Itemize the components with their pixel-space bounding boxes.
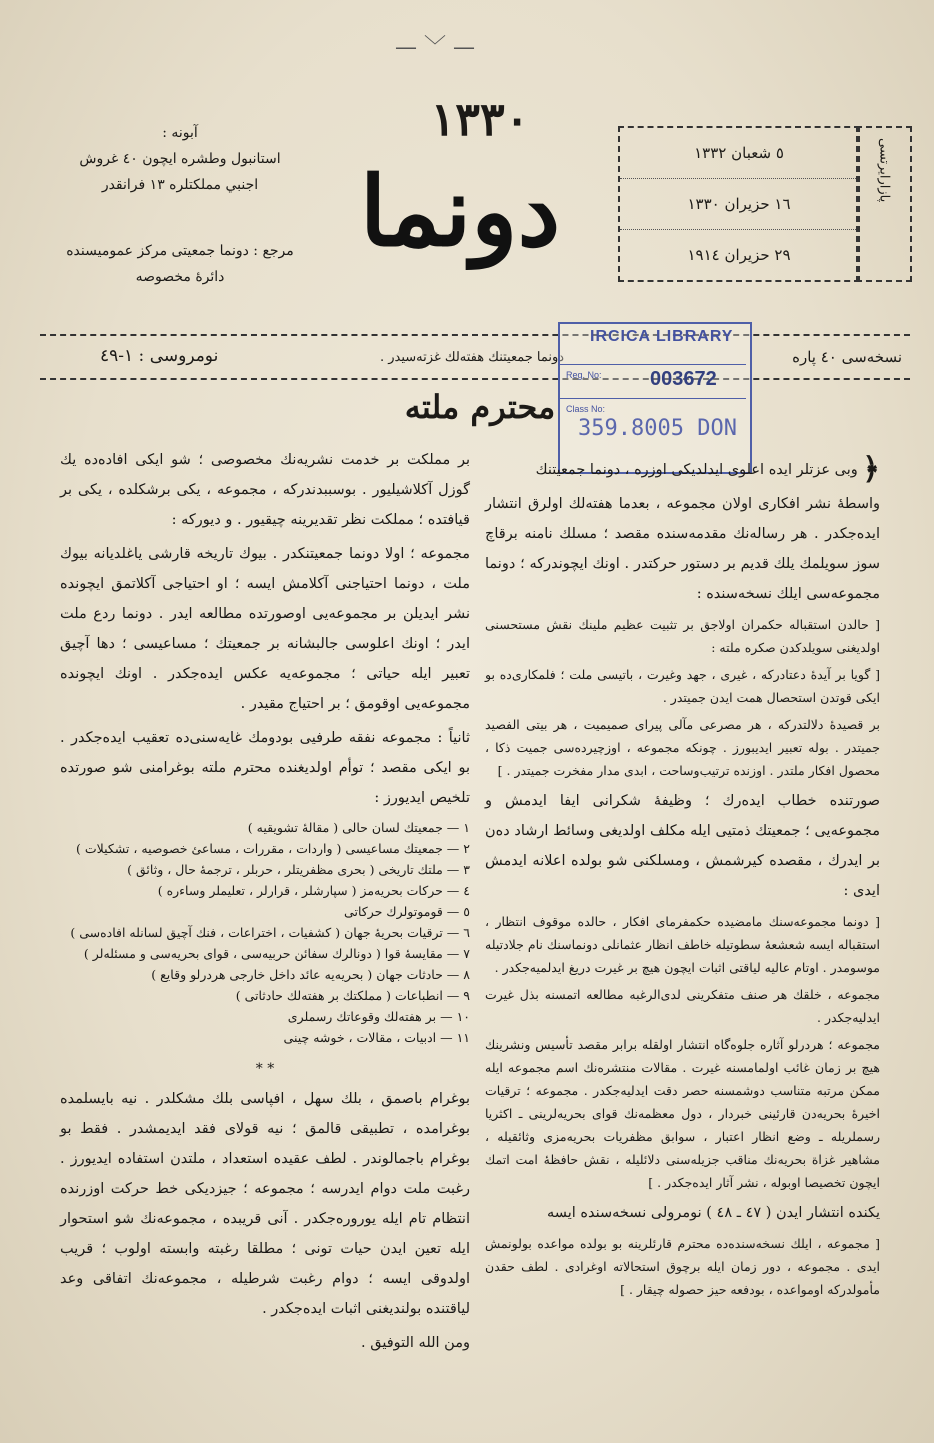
publisher-info: دونما جمعيتنك هفته‌لك غزته‌سيدر . xyxy=(380,350,565,365)
date-box xyxy=(618,126,860,282)
masthead-year: ١٣٣٠ xyxy=(430,92,530,146)
weekday-label: پازارایرتسی xyxy=(876,138,892,203)
reference-line-2: دائرهٔ مخصوصه xyxy=(135,269,225,285)
program-item: ٩ — انطباعات ( مملكتك بر هفته‌لك حادثاتى ) xyxy=(235,988,470,1003)
right-column xyxy=(485,452,880,1305)
article-heading: محترم ملته xyxy=(404,388,556,426)
masthead-title: دونما xyxy=(359,155,561,268)
right-bracket-1: [ حالدن استقباله حكمران اولاجق بر تثبيت عظيم ملينك نقش مستحسنى اولديغنى سويلدكدن صكره ملته : xyxy=(485,617,880,655)
issue-number: نومروسى : ١-٤٩ xyxy=(100,346,219,366)
library-stamp xyxy=(558,322,752,474)
stamp-divider-1 xyxy=(560,364,746,365)
program-item: ١٠ — بر هفته‌لك وقوعاتك رسملرى xyxy=(287,1009,470,1024)
right-paragraph-4: مجموعه ؛ هردرلو آثاره جلوه‌گاه انتشار اولقله برابر مقصد تأسيس ونشرينك هيچ بر زمان غائب اولمامسنه غيرت . مقالات منتشره‌نك اسم مجموعه ايله ممكن مرتبه متناسب دوشمسنه حصر دقت ايدليه‌جكدر . مجموعه ؛ ترقيات اخيرهٔ بحريه‌دن قارئينى خبردار ، دول معظمه‌نك قواى بحريه‌لرينى ـ اكثريا رسملريله ـ وضع انظار اعتبار ، سوابق مظفريات بحريه‌مزى وثائقيله ، مشاهير غزاة بحريه‌نك مناقب جزيله‌سنى دلائليله ، نقش حافظهٔ امت اتمك ايچون تخصيصا اوبوله ، نشر آثار ايده‌جكدر . ] xyxy=(485,1037,880,1190)
reference-line-1: مرجع : دونما جمعيتى مركز عموميسنده xyxy=(66,243,294,259)
program-item: ٦ — ترقيات بحريهٔ جهان ( كشفيات ، اختراعات ، فنك آچيق لسانله افاده‌سى ) xyxy=(70,925,470,940)
program-item: ١١ — ادبيات ، مقالات ، خوشه چينى xyxy=(283,1030,470,1045)
left-paragraph-1: بر مملكت بر خدمت نشريه‌نك مخصوصى ؛ شو ايكى افاده‌ده يك گوزل آكلاشيليور . بوسببدندركه ، مجموعه ، يكى برشكلده ، يكى بر قيافتده ؛ مملكت نظر تقديرينه چيقيور . و ديوركه : xyxy=(60,452,470,528)
date-rumi: ١٦ حزيران ١٣٣٠ xyxy=(620,179,858,230)
reference-info xyxy=(60,238,300,290)
left-closing: ومن الله التوفيق . xyxy=(361,1335,470,1351)
right-bracket-4: [ دونما مجموعه‌سنك مامضيده حكمفرماى افكار ، حالده موقوف انتظار ، استقباله ايسه شعشعهٔ سطوتيله خاطف انظار عثمانلى دونماسنك نام جلادتيله موسومدر . اوتام عاليه لياقتى اثبات ايچون هيچ بر غيرت دريغ ايدلميه‌جكدر . xyxy=(485,914,880,975)
right-paragraph-3: مجموعه ، خلقك هر صنف متفكرينى لدى‌الرغبه مطالعه اتمسنه بذل غيرت ايدليه‌جكدر . xyxy=(485,987,880,1025)
program-item: ٣ — ملتك تاريخى ( بحرى مظفريتلر ، حربلر ، ترجمهٔ حال ، وثائق ) xyxy=(127,862,470,877)
program-list xyxy=(60,817,470,1048)
rule-bottom xyxy=(40,378,910,380)
right-intro xyxy=(485,452,880,487)
copy-price: نسخه‌سى ٤٠ پاره xyxy=(792,348,902,366)
subscription-domestic: استانبول وطشره ايچون ٤٠ غروش xyxy=(79,151,281,167)
left-paragraph-3: ثانياً : مجموعه‌ نفقه طرفيى بودومك غايه‌سنى‌ده تعقيب ايده‌جكدر . بو ايكى مقصد ؛ توأم اولديغنده محترم ملته بوغرامنى شو صورتده تلخيص ايديورز : xyxy=(60,730,470,806)
date-gregorian: ٢٩ حزيران ١٩١٤ xyxy=(687,246,791,264)
left-column xyxy=(60,445,470,1362)
stamp-reg-number: 003672 xyxy=(650,368,717,390)
right-paragraph-5: يكنده انتشار ايدن ( ٤٧ ـ ٤٨ ) نومرولى نسخه‌سنده ايسه xyxy=(547,1205,880,1221)
program-item: ٤ — حركات بحريه‌مز ( سپارشلر ، قرارلر ، تعليملر وساءره ) xyxy=(157,883,470,898)
stamp-divider-2 xyxy=(560,398,746,399)
stamp-reg-label: Reg. No: xyxy=(566,370,602,380)
subscription-info xyxy=(60,120,300,198)
right-bracket-2: [ گويا بر آيدهٔ دعتادركه ، غيرى ، جهد وغيرت ، باتيسى ملت ؛ فلمكارى‌ده بو ايكى قوتدن استحصال همت ايدن جميتدر . xyxy=(485,667,880,705)
date-box-weekday xyxy=(856,126,912,282)
stamp-class-number: 359.8005 DON xyxy=(578,416,737,441)
masthead xyxy=(310,92,610,302)
ornament-icon: ﴿ xyxy=(862,452,880,487)
right-bracket-5: [ مجموعه ، ايلك نسخه‌سنده‌ده محترم قارئلرينه بو بولده مواعده بولونمش ايدى . مجموعه ، دور زمان ايله برچوق استحالاته اوغرادى . لطف حقدن مأمولدركه اومواعده ، بودفعه حيز حصوله چيقار . ] xyxy=(485,1236,880,1297)
top-mark: — ﹀ — xyxy=(395,35,475,60)
subscription-label: آبونه : xyxy=(162,125,198,141)
right-paragraph-1: واسطهٔ نشر افكارى اولان مجموعه ، بعدما هفته‌لك اولرق انتشار ايده‌جكدر . هر رساله‌نك مقدمه‌سنده مقصد ؛ مسلك نامنه برقاچ سوز سويلمك يلك قديم بر دستور حركتدر . اونك ايچوندركه ؛ دونما مجموعه‌سى ايلك نسخه‌سنده : xyxy=(485,496,880,602)
stamp-class-label: Class No: xyxy=(566,404,606,414)
program-item: ١ — جمعيتك لسان حالى ( مقالهٔ تشويقيه ) xyxy=(247,820,470,835)
info-bar xyxy=(40,340,910,374)
stamp-library-name: IRCICA LIBRARY xyxy=(590,328,734,345)
right-intro-text: وبى عزتلر ايده اعلوى ايدلديكى اوزره ، دونما جمعيتنك xyxy=(535,462,858,478)
program-item: ٨ — حادثات جهان ( بحريه‌يه عائد داخل خارجى هردرلو وقايع ) xyxy=(151,967,470,982)
section-separator: * * xyxy=(255,1061,275,1077)
right-paragraph-2: صورتنده خطاب ايده‌رك ؛ وظيفهٔ شكرانى ايفا ايدمش و مجموعه‌يى ؛ جمعيتك ذمتيى ايله مكلف اولديغى وسائط ارشاد ده‌ن بر ايدرك ، مقصده كيرشمش ، ومسلكنى شو بولده اعلانه ايدمش ايدى : xyxy=(485,793,880,899)
right-bracket-3: بر قصيدهٔ دلالتدركه ، هر مصرعى مآلى پيراى صميميت ، هر بيتى الفصيد جميتدر . بوله تعبير ايديبورز . چونكه مجموعه ، اوزچيرده‌سى جميت ذكا ، محصول افكار ملتدر . اوزنده ترتيب‌وساحت ، ابدى مدار مفخرت جميتدر . ] xyxy=(485,717,880,778)
program-item: ٥ — قوموتولرك حركاتى xyxy=(344,904,470,919)
left-paragraph-4: بوغرام باصمق ، بلك سهل ، افپاسى بلك مشكلدر . نيه بايسلمده بوغرامده ، تطبيقى قالمق ؛ نيه قولاى فقد ايديمشدر . فقط بو بوغرام باجمالوندر . لطف عقيده استعداد ، ملتدن استفاده ايديورز . رغبت ملت دوام ايدرسه ؛ مجموعه ؛ جيزديكى خط حركت اوزرنده انتظام تام ايله يوروره‌جكدر . آنى قريبده ، مجموعه‌نك شو استحوار ايله تعين ايدن حيات تونى ؛ مطلقا رغبته وابسته اولوب ؛ قريب اولدوقى ايسه ؛ دوام رغبت شرطيله ، مجموعه‌نك اتفاقى وعد لياقتنده بولنديغنى اثبات ايده‌جكدر . xyxy=(60,1091,470,1317)
subscription-foreign: اجنبي مملكتلره ١٣ فرانقدر xyxy=(101,177,259,193)
date-hijri: ٥ شعبان ١٣٣٢ xyxy=(620,128,858,179)
program-item: ٢ — جمعيتك مساعيسى ( واردات ، مقررات ، مساعئ خصوصيه ، تشكيلات ) xyxy=(76,841,470,856)
left-paragraph-2: مجموعه ؛ اولا دونما جمعيتنكدر . بيوك تاريخه قارشى ياغلديانه بيوك ملت ، دونما احتياجنى آكلامش ايسه ؛ او احتياجى آكلاتمق ايچونده نشر ايديلن بر مجموعه‌يى اوصورتده مطالعه ايدر . دونما ردع ملت ايدر ؛ اونك اعلوسى جالبشانه بر جمعيتك ؛ مساعيسى ؛ دها آچيق تعبير ايله حياتى ؛ مجموعه‌يه عكس ايده‌جكدر . اونك ايچونده مجموعه‌يى اوقومق ؛ بر احتياج مقيدر . xyxy=(60,546,470,712)
rule-top xyxy=(40,334,910,336)
program-item: ٧ — مقايسهٔ قوا ( دونالرك سفائن حربيه‌سى ، قواى بحريه‌سى و مسئله‌لر ) xyxy=(83,946,470,961)
